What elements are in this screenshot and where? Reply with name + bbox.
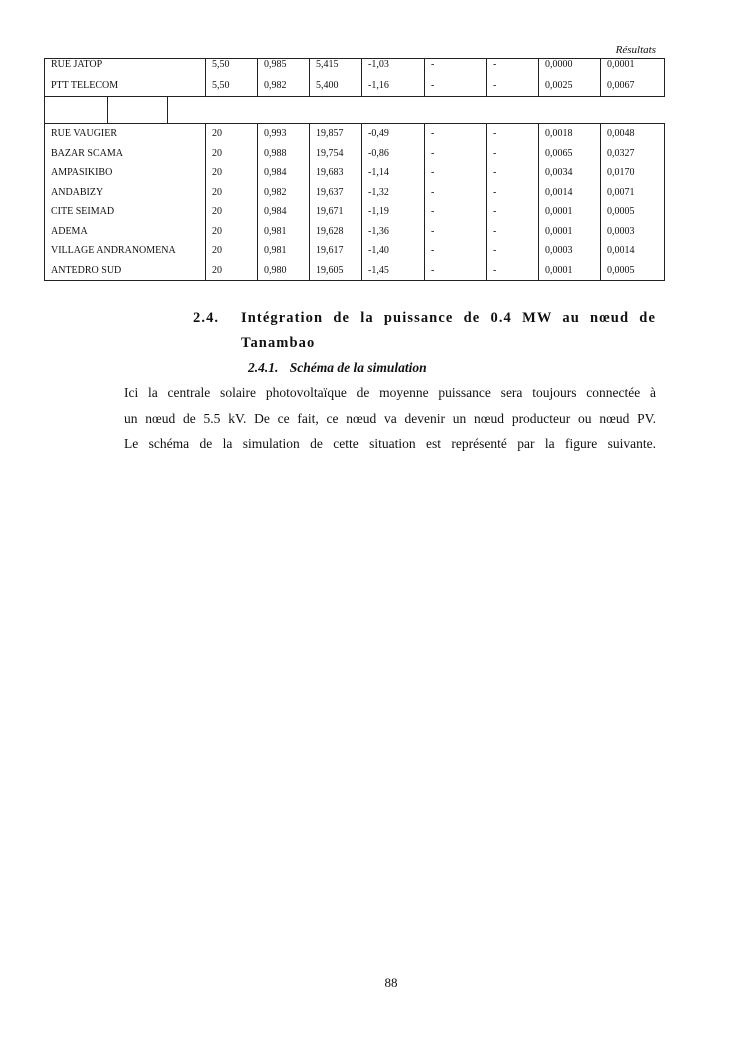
value-cell: -: [425, 59, 487, 75]
value-cell: 5,50: [206, 59, 258, 75]
results-table-5kv: [44, 58, 665, 97]
value-cell: 0,980: [258, 261, 310, 281]
table-row: [45, 183, 665, 203]
table-row: [45, 241, 665, 261]
value-cell: -: [425, 183, 487, 203]
page-number: 88: [384, 975, 398, 990]
value-cell: -1,36: [362, 222, 425, 242]
value-cell: 0,0025: [539, 74, 601, 97]
value-cell: 0,0001: [539, 222, 601, 242]
value-cell: 0,984: [258, 202, 310, 222]
table-row: [45, 74, 665, 97]
value-cell: 0,0003: [601, 222, 665, 242]
table-row: [45, 124, 665, 144]
empty-table-row: [44, 97, 168, 124]
value-cell: 19,617: [310, 241, 362, 261]
value-cell: -: [425, 163, 487, 183]
value-cell: -1,40: [362, 241, 425, 261]
value-cell: -1,32: [362, 183, 425, 203]
value-cell: 19,683: [310, 163, 362, 183]
node-name-cell: ANTEDRO SUD: [45, 261, 206, 281]
value-cell: -: [487, 183, 539, 203]
table-row: [45, 222, 665, 242]
value-cell: 20: [206, 163, 258, 183]
value-cell: 0,0014: [601, 241, 665, 261]
value-cell: 0,0005: [601, 202, 665, 222]
table-row: [45, 261, 665, 281]
value-cell: -: [487, 222, 539, 242]
value-cell: 20: [206, 202, 258, 222]
value-cell: 0,0001: [539, 202, 601, 222]
value-cell: 0,0048: [601, 124, 665, 144]
value-cell: 20: [206, 241, 258, 261]
value-cell: 5,415: [310, 59, 362, 75]
value-cell: -: [425, 124, 487, 144]
value-cell: 0,981: [258, 241, 310, 261]
value-cell: -1,03: [362, 59, 425, 75]
subsection-number: 2.4.1.: [248, 360, 279, 375]
value-cell: -: [487, 144, 539, 164]
value-cell: -: [487, 241, 539, 261]
value-cell: -: [487, 261, 539, 281]
value-cell: 0,0014: [539, 183, 601, 203]
value-cell: -: [425, 202, 487, 222]
table-row: [45, 144, 665, 164]
value-cell: -1,16: [362, 74, 425, 97]
value-cell: -: [487, 59, 539, 75]
subsection-title: Schéma de la simulation: [289, 360, 427, 375]
value-cell: 19,754: [310, 144, 362, 164]
body-paragraph: [124, 380, 656, 457]
value-cell: 0,985: [258, 59, 310, 75]
value-cell: 0,993: [258, 124, 310, 144]
value-cell: 20: [206, 222, 258, 242]
value-cell: 20: [206, 261, 258, 281]
value-cell: 0,0327: [601, 144, 665, 164]
value-cell: -: [425, 261, 487, 281]
table-row: [45, 202, 665, 222]
value-cell: 0,0005: [601, 261, 665, 281]
node-name-cell: RUE JATOP: [45, 59, 206, 75]
value-cell: -1,19: [362, 202, 425, 222]
node-name-cell: BAZAR SCAMA: [45, 144, 206, 164]
node-name-cell: VILLAGE ANDRANOMENA: [45, 241, 206, 261]
value-cell: 0,0034: [539, 163, 601, 183]
section-title: Intégration de la puissance de 0.4 MW au nœud de Tanambao: [241, 310, 656, 351]
value-cell: 19,605: [310, 261, 362, 281]
value-cell: 0,0003: [539, 241, 601, 261]
value-cell: 0,984: [258, 163, 310, 183]
value-cell: -: [425, 144, 487, 164]
value-cell: -1,45: [362, 261, 425, 281]
value-cell: 5,400: [310, 74, 362, 97]
value-cell: -: [487, 74, 539, 97]
value-cell: 0,0067: [601, 74, 665, 97]
subsection-heading: [248, 360, 427, 376]
value-cell: 0,0018: [539, 124, 601, 144]
value-cell: 20: [206, 144, 258, 164]
value-cell: 19,628: [310, 222, 362, 242]
value-cell: 19,857: [310, 124, 362, 144]
value-cell: 0,982: [258, 183, 310, 203]
node-name-cell: PTT TELECOM: [45, 74, 206, 97]
value-cell: -: [487, 124, 539, 144]
value-cell: -: [487, 202, 539, 222]
value-cell: -1,14: [362, 163, 425, 183]
node-name-cell: ADEMA: [45, 222, 206, 242]
paragraph-line: Le schéma de la simulation de cette situation est représenté par la figure suivante.: [124, 436, 656, 451]
value-cell: -0,86: [362, 144, 425, 164]
value-cell: 0,982: [258, 74, 310, 97]
value-cell: 19,671: [310, 202, 362, 222]
value-cell: -: [487, 163, 539, 183]
table-row: [45, 163, 665, 183]
section-number: 2.4.: [193, 310, 220, 326]
paragraph-line: un nœud de 5.5 kV. De ce fait, ce nœud va devenir un nœud producteur ou nœud PV.: [124, 410, 656, 426]
results-table-20kv: [44, 123, 665, 281]
value-cell: -0,49: [362, 124, 425, 144]
node-name-cell: RUE VAUGIER: [45, 124, 206, 144]
value-cell: 0,0071: [601, 183, 665, 203]
node-name-cell: ANDABIZY: [45, 183, 206, 203]
node-name-cell: CITE SEIMAD: [45, 202, 206, 222]
node-name-cell: AMPASIKIBO: [45, 163, 206, 183]
value-cell: 0,981: [258, 222, 310, 242]
value-cell: 20: [206, 124, 258, 144]
value-cell: 0,0001: [601, 59, 665, 75]
value-cell: 0,0065: [539, 144, 601, 164]
value-cell: 5,50: [206, 74, 258, 97]
value-cell: 19,637: [310, 183, 362, 203]
value-cell: 0,0001: [539, 261, 601, 281]
paragraph-line: Ici la centrale solaire photovoltaïque de moyenne puissance sera toujours connectée à: [124, 385, 656, 400]
value-cell: 0,0000: [539, 59, 601, 75]
value-cell: -: [425, 222, 487, 242]
table-row: [45, 59, 665, 75]
value-cell: 0,0170: [601, 163, 665, 183]
value-cell: -: [425, 74, 487, 97]
running-header: Résultats: [615, 44, 656, 56]
value-cell: 20: [206, 183, 258, 203]
value-cell: -: [425, 241, 487, 261]
value-cell: 0,988: [258, 144, 310, 164]
